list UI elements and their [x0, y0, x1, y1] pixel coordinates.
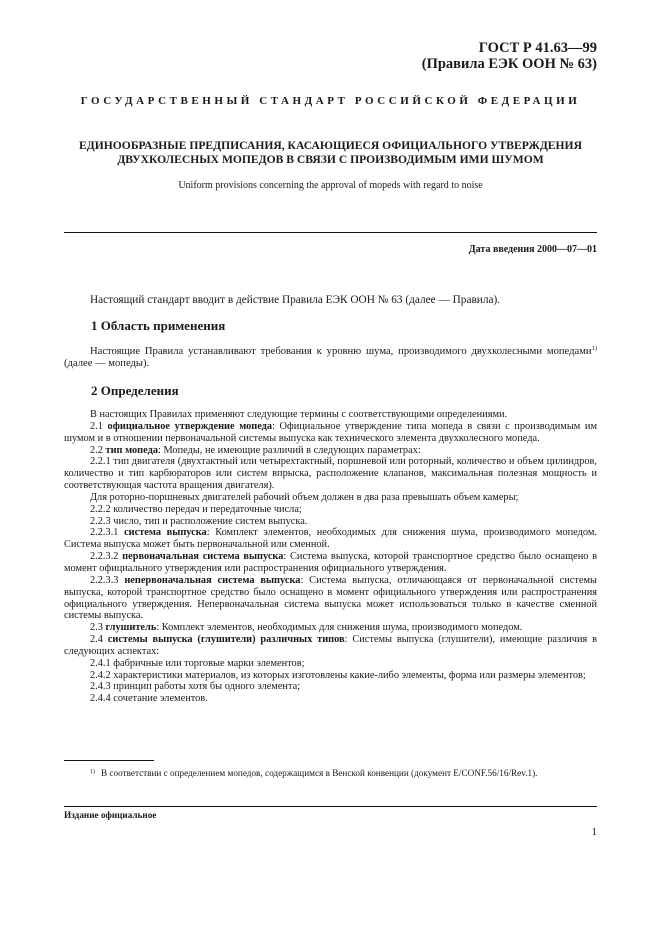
- title-line-2: ДВУХКОЛЕСНЫХ МОПЕДОВ В СВЯЗИ С ПРОИЗВОДИМЫМ ИМИ ШУМОМ: [117, 153, 544, 166]
- definition-text: : Системы выпуска (глушители), имеющие различия в следующих аспектах:: [64, 634, 597, 657]
- definition-2-2-3-1: [64, 527, 597, 551]
- clause-2-2-1: 2.2.1 тип двигателя (двухтактный или четырехтактный, поршневой или роторный, количество и объем цилиндров, количество и тип карбюраторов или систем впрыска, расположение клапанов, максимальная полезная мощность и соответствующая частота вращения двигателя).: [64, 456, 597, 492]
- clause-number: 2.1: [90, 420, 108, 432]
- defined-term: официальное утверждение мопеда: [107, 420, 273, 432]
- clause-number: 2.3: [90, 622, 106, 634]
- clause-2-2-2: 2.2.2 количество передач и передаточные числа;: [90, 503, 302, 515]
- definition-2-2: [64, 445, 597, 457]
- clause-number: 2.2: [90, 444, 106, 456]
- definition-2-1: [64, 421, 597, 445]
- footnote-text: В соответствии с определением мопедов, содержащимся в Венской конвенции (документ E/CONF.56/16/Rev.1).: [101, 768, 538, 778]
- clause-number: 2.2.3.2: [90, 551, 123, 563]
- defined-term: система выпуска: [124, 527, 207, 539]
- clause-2-4-3: 2.4.3 принцип работы хотя бы одного элемента;: [90, 681, 301, 693]
- definition-text: : Мопеды, не имеющие различий в следующих параметрах:: [158, 444, 421, 456]
- unece-rule-number: (Правила ЕЭК ООН № 63): [421, 56, 597, 72]
- section-1-text-end: (далее — мопеды).: [64, 358, 150, 369]
- section-1-heading: 1 Область применения: [91, 318, 226, 333]
- section-2-body: [64, 409, 597, 705]
- edition-divider: [64, 806, 597, 807]
- definition-2-3: [64, 622, 597, 634]
- clause-number: 2.2.3.3: [90, 574, 125, 586]
- title-line-1: ЕДИНООБРАЗНЫЕ ПРЕДПИСАНИЯ, КАСАЮЩИЕСЯ ОФИЦИАЛЬНОГО УТВЕРЖДЕНИЯ: [79, 139, 582, 152]
- rotary-engine-note: Для роторно-поршневых двигателей рабочий объем должен в два раза превышать объем камеры;: [90, 491, 519, 503]
- clause-2-2-3: 2.2.3 число, тип и расположение систем выпуска.: [90, 515, 308, 527]
- defined-term: первоначальная система выпуска: [122, 551, 284, 563]
- section-1-text: Настоящие Правила устанавливают требования к уровню шума, производимого двухколесными мопедами: [90, 346, 592, 357]
- defined-term: глушитель: [105, 622, 157, 634]
- clause-2-4-4: 2.4.4 сочетание элементов.: [90, 693, 208, 705]
- definition-2-4: [64, 634, 597, 658]
- definition-2-2-3-3: [64, 575, 597, 622]
- header-divider: [64, 232, 597, 233]
- document-title: [64, 139, 597, 167]
- definition-text: : Комплект элементов, необходимых для снижения шума, производимого мопедом. Система выпуска может быть первоначальной или сменной.: [64, 527, 598, 551]
- definition-text: : Система выпуска, отличающаяся от первоначальной системы выпуска, которой транспортное средство было оснащено в момент официального утверждения или распространения официального утверждения. Непервоначальная система выпуска может использоваться только в качестве сменной системы выпуска.: [64, 574, 597, 622]
- footnote-reference: 1): [591, 345, 597, 352]
- footnote: [64, 768, 597, 779]
- clause-2-4-2: 2.4.2 характеристики материалов, из которых изготовлены какие-либо элементы, форма или размеры элементов;: [90, 669, 586, 681]
- definition-text: : Комплект элементов, необходимых для снижения шума, производимого мопедом.: [156, 622, 523, 634]
- english-title: Uniform provisions concerning the approval of mopeds with regard to noise: [178, 180, 483, 191]
- footnote-divider: [64, 760, 154, 761]
- definition-2-2-3-2: [64, 551, 597, 575]
- standard-designation: [422, 40, 597, 72]
- defined-term: тип мопеда: [105, 444, 159, 456]
- defined-term: непервоначальная система выпуска: [124, 574, 301, 586]
- definitions-intro: В настоящих Правилах применяют следующие термины с соответствующими определениями.: [90, 409, 508, 420]
- footnote-marker: 1): [90, 769, 95, 775]
- clause-2-4-1: 2.4.1 фабричные или торговые марки элементов;: [90, 657, 305, 669]
- intro-paragraph: Настоящий стандарт вводит в действие Правила ЕЭК ООН № 63 (далее — Правила).: [90, 294, 501, 306]
- official-edition-label: Издание официальное: [64, 810, 157, 820]
- clause-number: 2.2.3.1: [90, 527, 125, 539]
- definition-text: : Официальное утверждение типа мопеда в связи с производимым им шумом и в отношении первоначальной системы выпуска как технического элемента двухколесного мопеда.: [64, 420, 598, 444]
- section-1-paragraph: [64, 346, 597, 370]
- effective-date: Дата введения 2000—07—01: [468, 244, 597, 255]
- section-2-heading: 2 Определения: [91, 383, 179, 398]
- gost-number: ГОСТ Р 41.63—99: [478, 40, 597, 56]
- defined-term: системы выпуска (глушители) различных типов: [107, 634, 345, 646]
- page-number: 1: [591, 826, 597, 838]
- definition-text: : Система выпуска, которой транспортное средство было оснащено в момент официального утверждения или распространения официального утверждения.: [64, 551, 598, 574]
- state-standard-banner: ГОСУДАРСТВЕННЫЙ СТАНДАРТ РОССИЙСКОЙ ФЕДЕРАЦИИ: [80, 95, 581, 107]
- clause-number: 2.4: [90, 634, 108, 646]
